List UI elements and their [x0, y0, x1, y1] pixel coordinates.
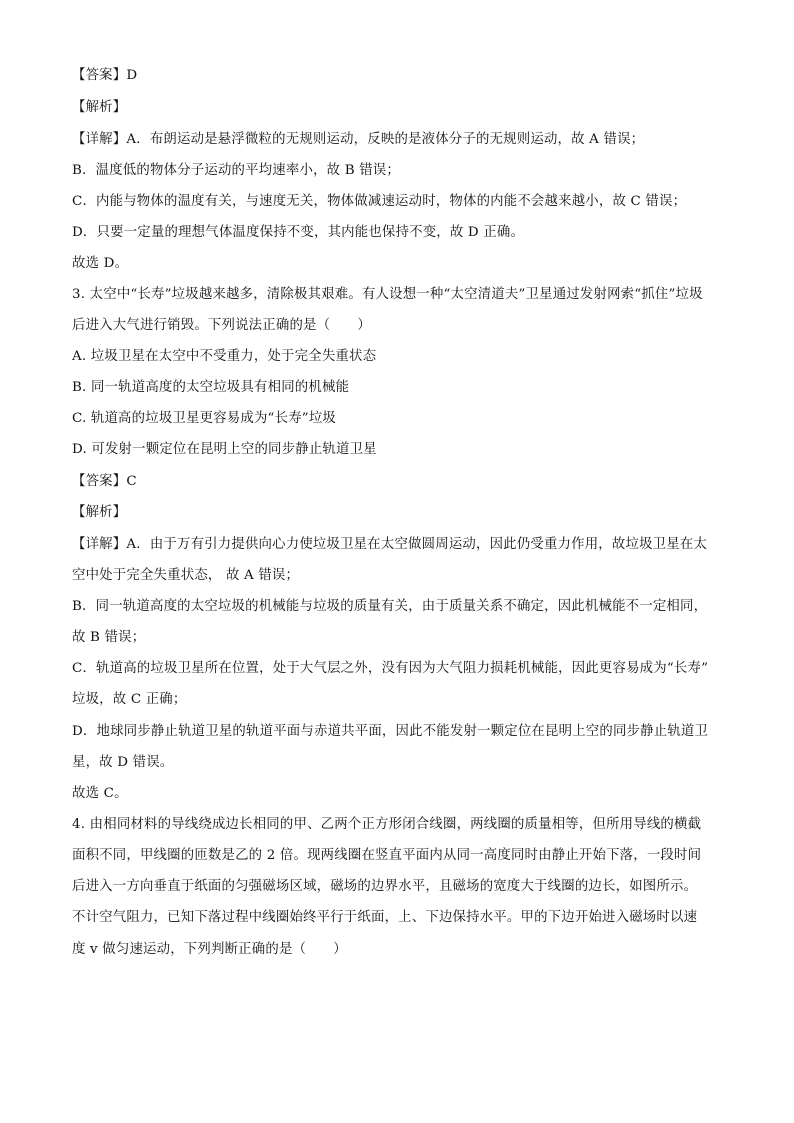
question-3-stem-line-1: 3. 太空中“长寿”垃圾越来越多，清除极其艰难。有人设想一种“太空清道夫”卫星通过发射网索“抓住”垃圾: [72, 287, 703, 302]
detail-c-q3-line-1: C．轨道高的垃圾卫星所在位置，处于大气层之外，没有因为大气阻力损耗机械能，因此更容易成为“长寿”: [72, 661, 709, 676]
detail-c-q3-line-2: 垃圾，故 C 正确；: [72, 692, 187, 707]
question-4-stem-line-1: 4. 由相同材料的导线绕成边长相同的甲、乙两个正方形闭合线圈，两线圈的质量相等，但所用导线的横截: [72, 817, 702, 832]
conclusion-q2: 故选 D。: [72, 256, 129, 271]
detail-d-q3-line-1: D．地球同步静止轨道卫星的轨道平面与赤道共平面，因此不能发射一颗定位在昆明上空的同步静止轨道卫: [72, 724, 709, 739]
question-3-option-c: C. 轨道高的垃圾卫星更容易成为“长寿”垃圾: [72, 411, 337, 426]
detail-a-q3-line-1: 【详解】A．由于万有引力提供向心力使垃圾卫星在太空做圆周运动，因此仍受重力作用，故垃圾卫星在太: [72, 537, 708, 552]
answer-label-q2: 【答案】D: [72, 68, 138, 83]
analysis-label-q2: 【解析】: [72, 100, 127, 115]
question-4-stem-line-3: 后进入一方向垂直于纸面的匀强磁场区域，磁场的边界水平，且磁场的宽度大于线圈的边长，如图所示。: [72, 879, 698, 894]
question-3-option-d: D. 可发射一颗定位在昆明上空的同步静止轨道卫星: [72, 442, 377, 457]
detail-b-q3-line-2: 故 B 错误；: [72, 630, 146, 645]
detail-d-q3-line-2: 星，故 D 错误。: [72, 755, 174, 770]
question-4-stem-line-4: 不计空气阻力，已知下落过程中线圈始终平行于纸面，上、下边保持水平。甲的下边开始进入磁场时以速: [72, 910, 698, 925]
answer-label-q3: 【答案】C: [72, 474, 137, 489]
question-3-stem-line-2: 后进入大气进行销毁。下列说法正确的是（ ）: [72, 318, 371, 333]
question-3-option-b: B. 同一轨道高度的太空垃圾具有相同的机械能: [72, 380, 350, 395]
conclusion-q3: 故选 C。: [72, 786, 128, 801]
detail-a-q3-line-2: 空中处于完全失重状态， 故 A 错误；: [72, 568, 300, 583]
detail-a-q2: 【详解】A．布朗运动是悬浮微粒的无规则运动，反映的是液体分子的无规则运动，故 A 错误；: [72, 132, 645, 147]
detail-c-q2: C．内能与物体的温度有关，与速度无关，物体做减速运动时，物体的内能不会越来越小，故 C 错误；: [72, 194, 687, 209]
question-4-stem-line-5: 度 v 做匀速运动，下列判断正确的是（ ）: [72, 942, 347, 957]
detail-b-q3-line-1: B．同一轨道高度的太空垃圾的机械能与垃圾的质量有关，由于质量关系不确定，因此机械能不一定相同，: [72, 599, 708, 614]
question-3-option-a: A. 垃圾卫星在太空中不受重力，处于完全失重状态: [72, 349, 377, 364]
question-4-stem-line-2: 面积不同，甲线圈的匝数是乙的 2 倍。现两线圈在竖直平面内从同一高度同时由静止开始下落，一段时间: [72, 848, 702, 863]
analysis-label-q3: 【解析】: [72, 505, 127, 520]
detail-b-q2: B．温度低的物体分子运动的平均速率小，故 B 错误；: [72, 163, 400, 178]
detail-d-q2: D．只要一定量的理想气体温度保持不变，其内能也保持不变，故 D 正确。: [72, 225, 525, 240]
